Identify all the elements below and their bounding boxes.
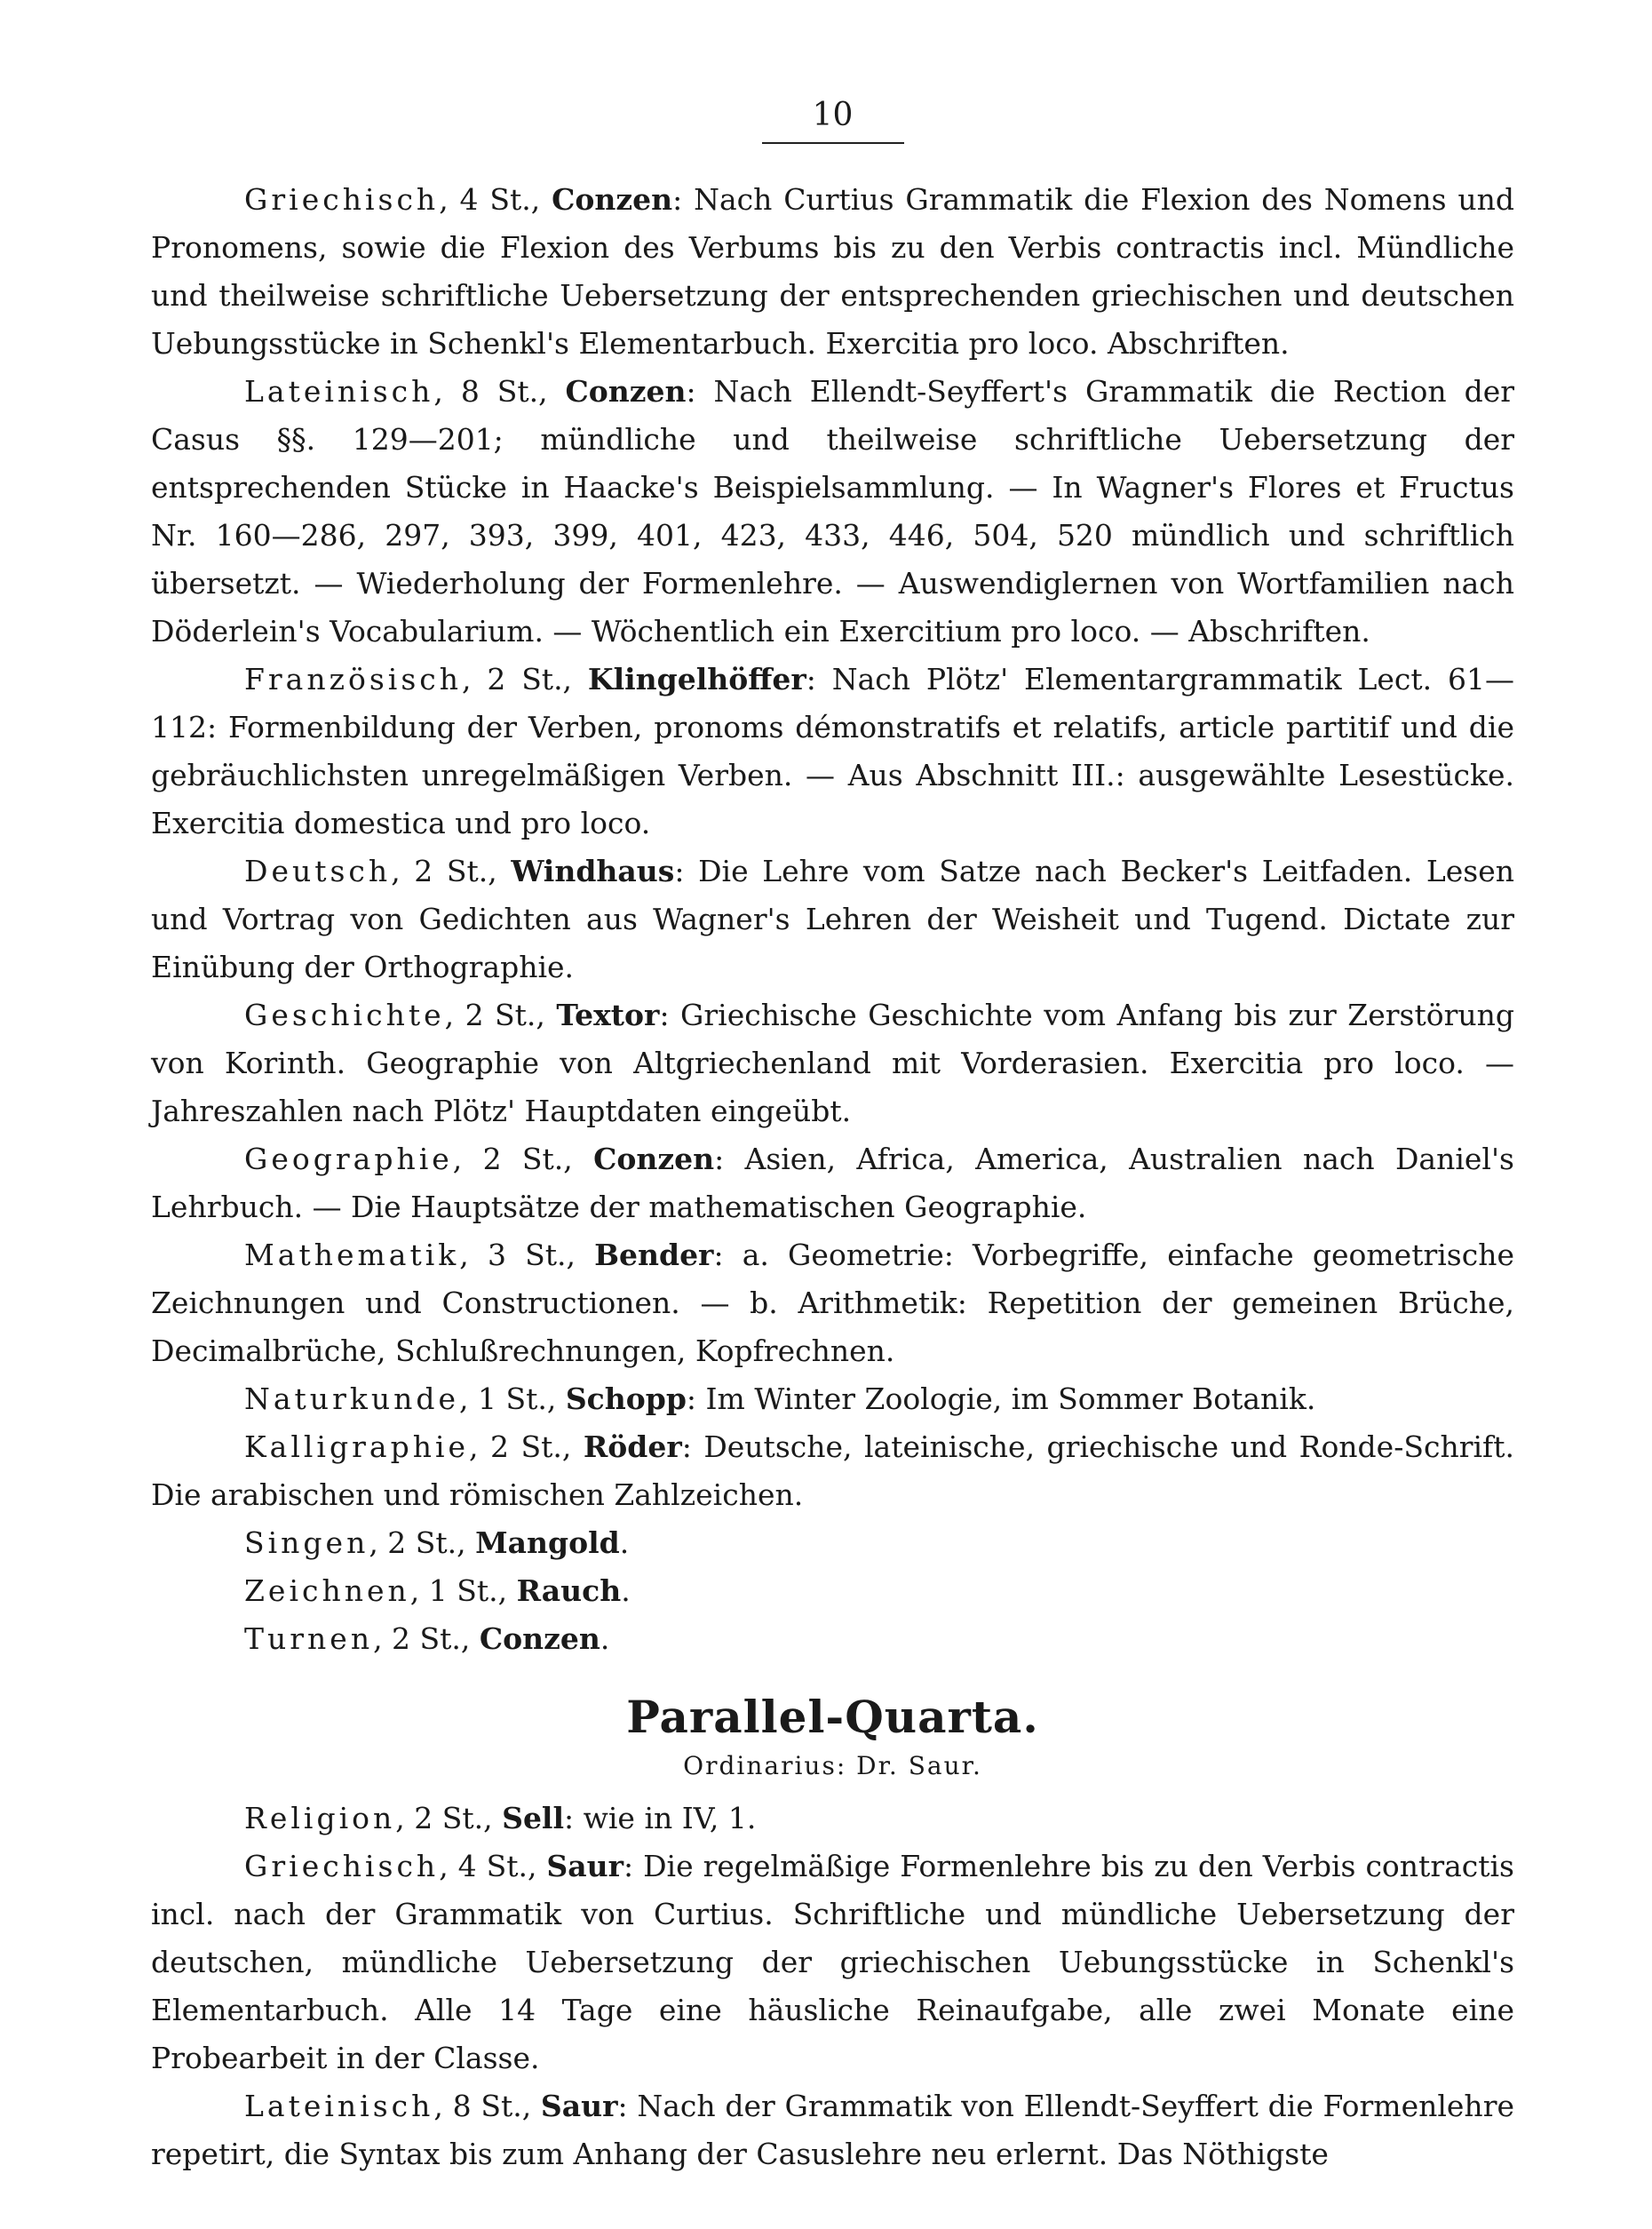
curriculum-paragraph [151,656,1514,848]
subject-name: Kalligraphie [244,1429,470,1464]
teacher-name: Saur [546,1849,624,1883]
paragraph-text: : Asien, Africa, America, Australien nach Daniel's Lehrbuch. — Die Hauptsätze der mathematischen Geographie. [151,1142,1514,1224]
teacher-name: Röder [583,1429,682,1464]
paragraph-text: : Deutsche, lateinische, griechische und Ronde-Schrift. Die arabischen und römischen Zahlzeichen. [151,1429,1515,1512]
subject-name: Zeichnen [244,1573,410,1608]
hours-text: , 8 St., [433,2089,541,2123]
curriculum-paragraph [151,1795,1514,1843]
curriculum-paragraph [151,1423,1514,1519]
teacher-name: Textor [556,998,660,1032]
hours-text: , 1 St., [459,1381,566,1416]
hours-text: , 4 St., [439,182,552,217]
subject-name: Turnen [244,1621,374,1656]
curriculum-paragraph [151,1567,1514,1615]
subject-name: Mathematik [244,1238,460,1272]
teacher-name: Schopp [565,1381,687,1416]
section-quarta-curriculum [151,176,1514,1663]
subject-name: Griechisch [244,1849,440,1883]
hours-text: , 2 St., [452,1142,594,1176]
paragraph-text: : Die Lehre vom Satze nach Becker's Leitfaden. Lesen und Vortrag von Gedichten aus Wagner's Lehren der Weisheit und Tugend. Dictate zur Einübung der Orthographie. [151,854,1514,984]
subject-name: Naturkunde [244,1381,459,1416]
hours-text: , 2 St., [444,998,557,1032]
paragraph-text: : Griechische Geschichte vom Anfang bis zur Zerstörung von Korinth. Geographie von Altgriechenland mit Vorderasien. Exercitia pro loco. — Jahreszahlen nach Plötz' Hauptdaten eingeübt. [151,998,1514,1128]
paragraph-text: : wie in IV, 1. [564,1801,757,1835]
teacher-name: Bender [594,1238,714,1272]
teacher-name: Saur [540,2089,618,2123]
page-number: 10 [812,97,854,133]
curriculum-paragraph [151,176,1514,368]
paragraph-text: . [619,1525,630,1560]
hours-text: , 4 St., [439,1849,547,1883]
subject-name: Deutsch [244,854,392,888]
hours-text: , 8 St., [433,374,566,409]
curriculum-paragraph [151,368,1514,656]
hours-text: , 2 St., [395,1801,503,1835]
curriculum-paragraph [151,1231,1514,1375]
paragraph-text: : Nach Plötz' Elementargrammatik Lect. 61—112: Formenbildung der Verben, pronoms démonstratifs et relatifs, article partitif und die gebräuchlichsten unregelmäßigen Verben. — Aus Abschnitt III.: ausgewählte Lesestücke. Exercitia domestica und pro loco. [151,662,1514,840]
page-number-rule [762,142,904,144]
hours-text: , 2 St., [469,1429,584,1464]
hours-text: , 2 St., [391,854,512,888]
curriculum-paragraph [151,1135,1514,1231]
teacher-name: Rauch [516,1573,622,1608]
paragraph-text: . [621,1573,631,1608]
paragraph-text: : a. Geometrie: Vorbegriffe, einfache geometrische Zeichnungen und Constructionen. — b. Arithmetik: Repetition der gemeinen Brüche, Decimalbrüche, Schlußrechnungen, Kopfrechnen. [151,1238,1514,1368]
text-block [151,176,1514,2178]
teacher-name: Klingelhöffer [587,662,806,697]
hours-text: , 2 St., [373,1621,480,1656]
paragraph-text: : Die regelmäßige Formenlehre bis zu den Verbis contractis incl. nach der Grammatik von Curtius. Schriftliche und mündliche Uebersetzung der deutschen, mündliche Uebersetzung der griechischen Uebungsstücke in Schenkl's Elementarbuch. Alle 14 Tage eine häusliche Reinaufgabe, alle zwei Monate eine Probearbeit in der Classe. [151,1849,1514,2075]
subject-name: Lateinisch [244,374,434,409]
curriculum-paragraph [151,1843,1514,2082]
curriculum-paragraph [151,848,1514,991]
curriculum-paragraph [151,2082,1514,2178]
paragraph-text: . [600,1621,610,1656]
curriculum-paragraph [151,1519,1514,1567]
ordinarius-line: Ordinarius: Dr. Saur. [683,1751,982,1780]
section-parallel-quarta-curriculum [151,1795,1514,2178]
subject-name: Französisch [244,662,463,697]
teacher-name: Conzen [552,182,673,217]
curriculum-paragraph [151,1615,1514,1663]
paragraph-text: : Nach Ellendt-Seyffert's Grammatik die Rection der Casus §§. 129—201; mündliche und theilweise schriftliche Uebersetzung der entsprechenden Stücke in Haacke's Beispielsammlung. — In Wagner's Flores et Fructus Nr. 160—286, 297, 393, 399, 401, 423, 433, 446, 504, 520 mündlich und schriftlich übersetzt. — Wiederholung der Formenlehre. — Auswendiglernen von Wortfamilien nach Döderlein's Vocabularium. — Wöchentlich ein Exercitium pro loco. — Abschriften. [151,374,1514,649]
subject-name: Singen [244,1525,369,1560]
curriculum-paragraph [151,1375,1514,1423]
teacher-name: Sell [502,1801,565,1835]
teacher-name: Mangold [475,1525,620,1560]
paragraph-text: : Nach der Grammatik von Ellendt-Seyffert die Formenlehre repetirt, die Syntax bis zum Anhang der Casuslehre neu erlernt. Das Nöthigste [151,2089,1514,2171]
teacher-name: Conzen [479,1621,600,1656]
hours-text: , 2 St., [462,662,588,697]
subject-name: Religion [244,1801,396,1835]
teacher-name: Windhaus [511,854,675,888]
teacher-name: Conzen [593,1142,715,1176]
paragraph-text: : Im Winter Zoologie, im Sommer Botanik. [686,1381,1316,1416]
teacher-name: Conzen [565,374,687,409]
curriculum-paragraph [151,991,1514,1135]
subject-name: Geographie [244,1142,453,1176]
subject-name: Geschichte [244,998,445,1032]
subject-name: Griechisch [244,182,440,217]
subject-name: Lateinisch [244,2089,434,2123]
hours-text: , 1 St., [409,1573,517,1608]
hours-text: , 2 St., [369,1525,476,1560]
paragraph-text: : Nach Curtius Grammatik die Flexion des Nomens und Pronomens, sowie die Flexion des Verbums bis zu den Verbis contractis incl. Mündliche und theilweise schriftliche Uebersetzung der entsprechenden griechischen und deutschen Uebungsstücke in Schenkl's Elementarbuch. Exercitia pro loco. Abschriften. [151,182,1514,361]
hours-text: , 3 St., [459,1238,595,1272]
section-heading: Parallel-Quarta. [626,1691,1039,1743]
